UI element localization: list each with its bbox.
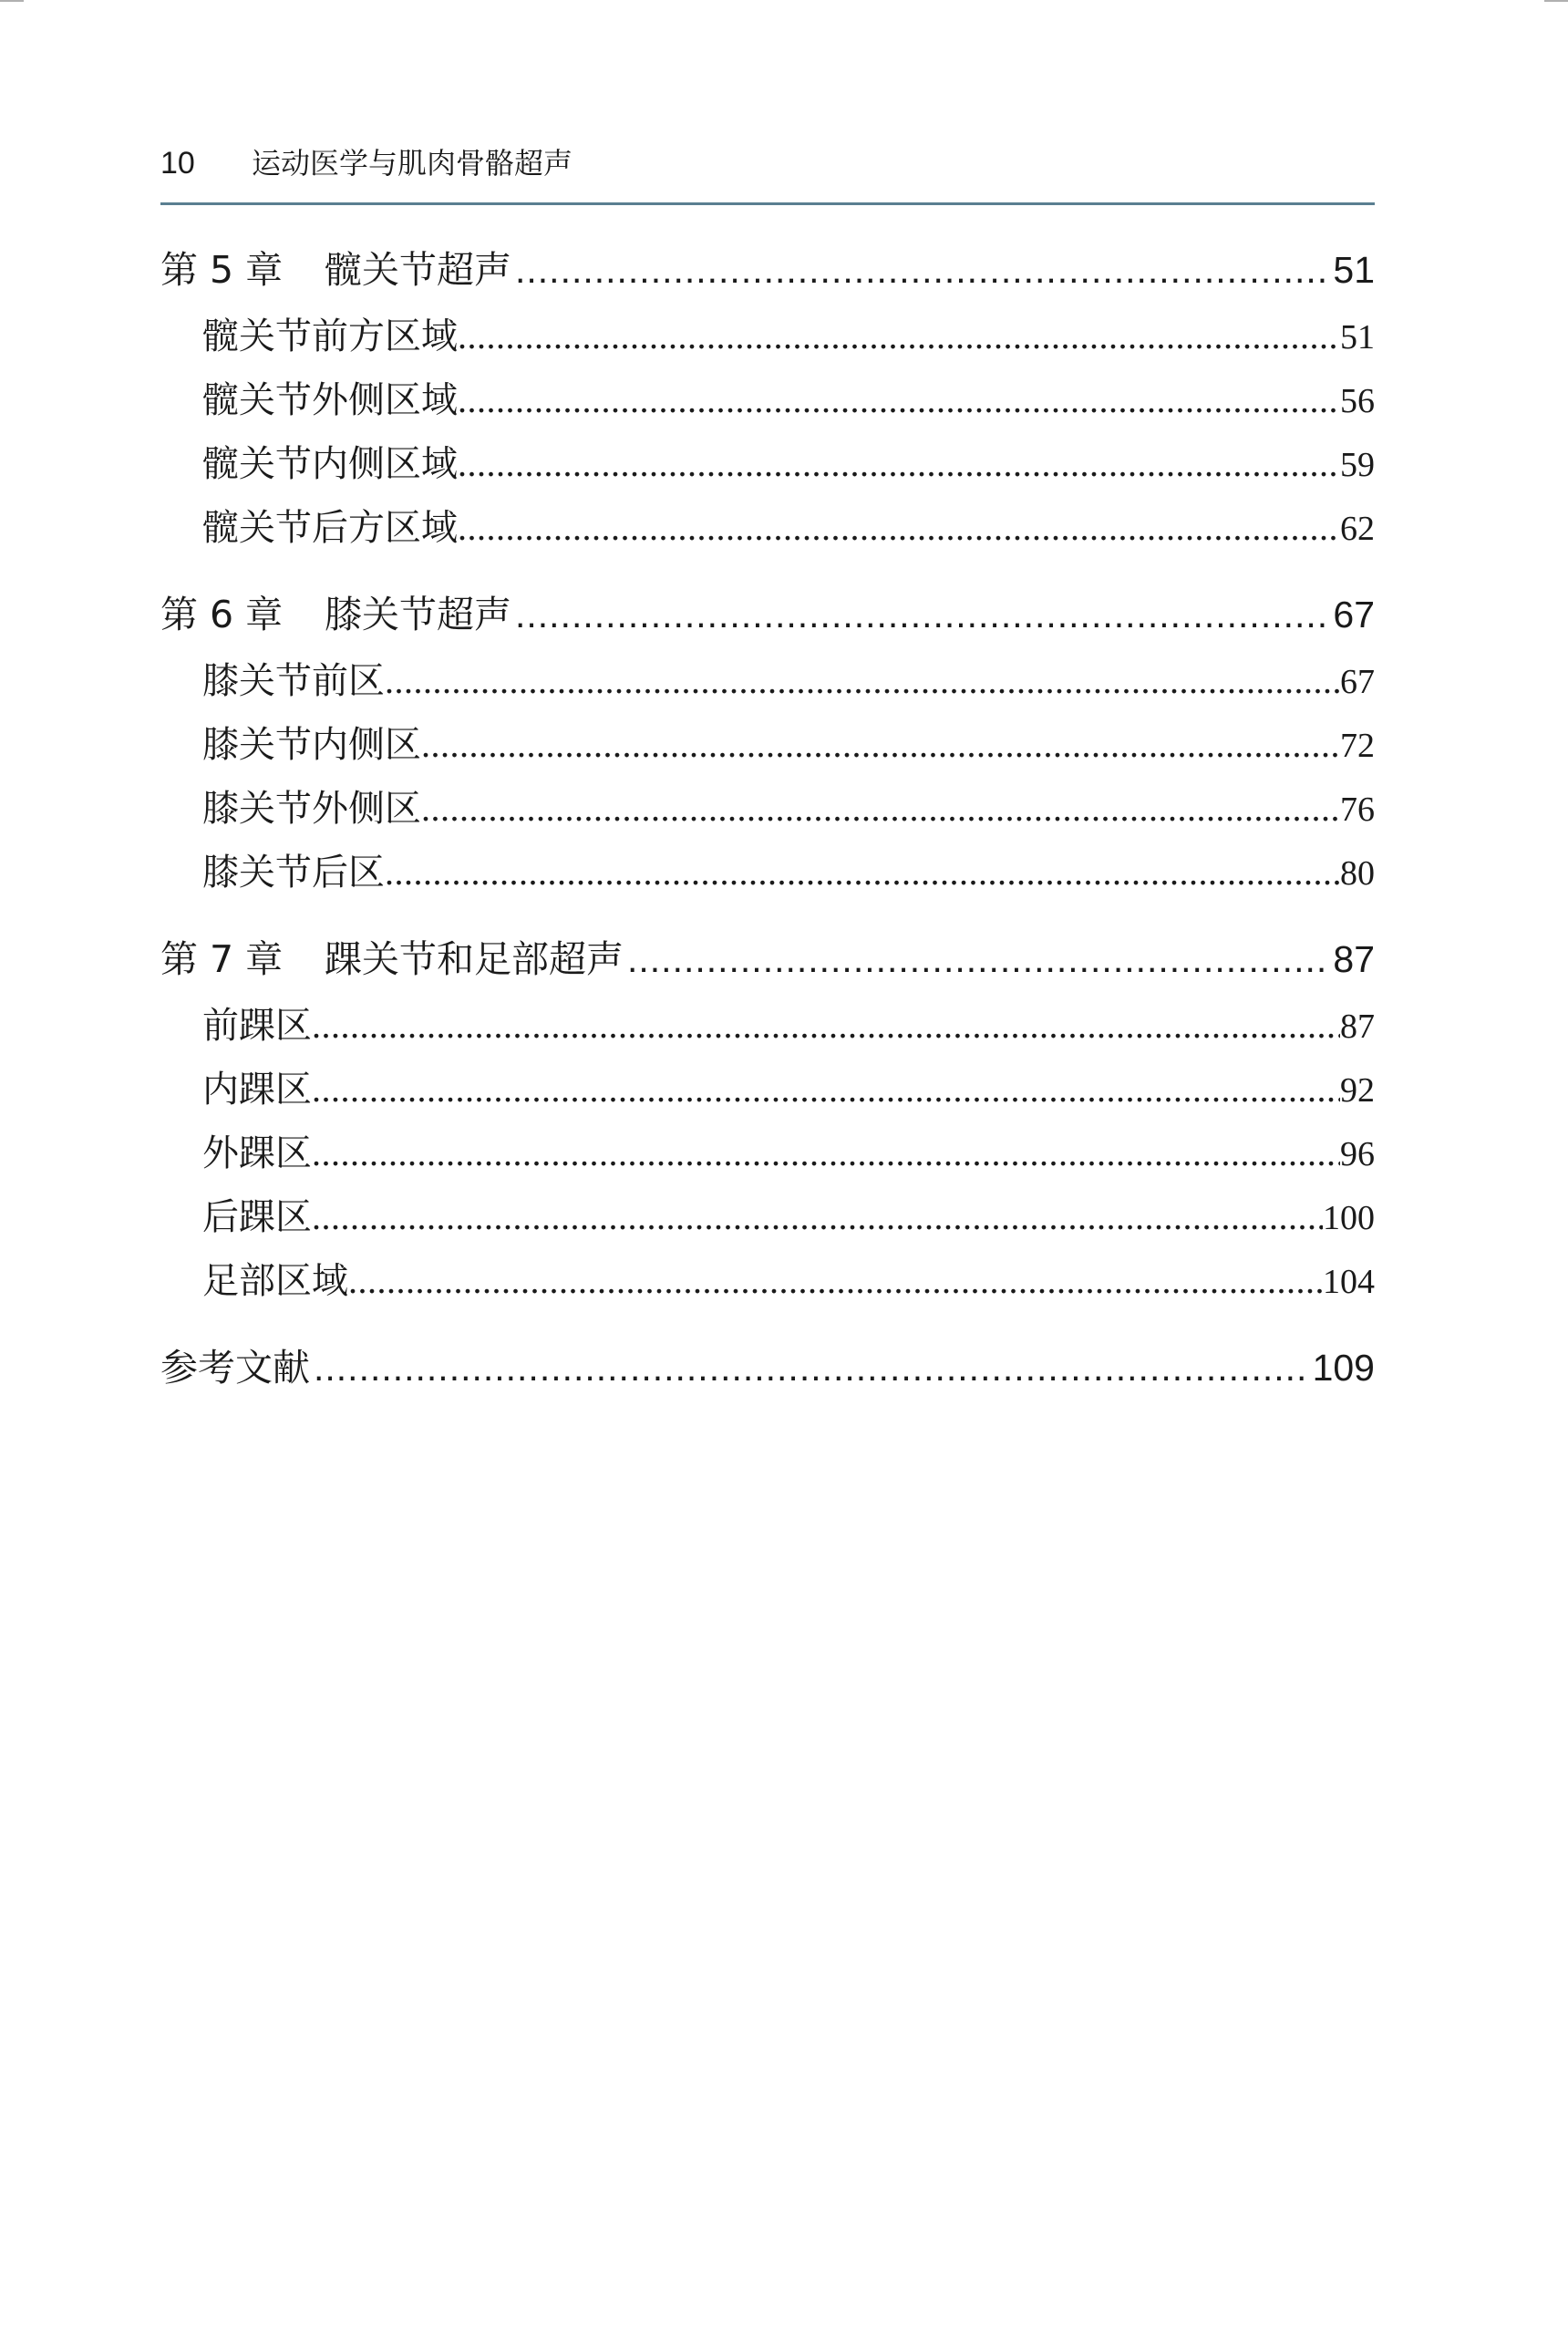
chapter-number: 第 7 章 — [160, 937, 284, 981]
section-title: 膝关节外侧区 — [202, 788, 421, 830]
crop-mark-top-left — [0, 0, 24, 2]
section-title: 膝关节前区 — [202, 660, 385, 702]
toc-section-entry[interactable] — [160, 841, 1375, 904]
running-title: 运动医学与肌肉骨骼超声 — [252, 146, 573, 181]
crop-mark-top-right — [1544, 0, 1568, 2]
toc-chapter-entry[interactable] — [160, 925, 1375, 994]
dot-leader — [348, 1249, 1323, 1313]
section-title: 膝关节后区 — [202, 852, 385, 894]
toc-chapter-5 — [160, 235, 1375, 560]
section-page: 67 — [1340, 663, 1375, 701]
section-page: 76 — [1340, 790, 1375, 829]
dot-leader — [314, 1333, 1309, 1402]
toc-section-entry[interactable] — [160, 994, 1375, 1058]
toc-section-entry[interactable] — [160, 1121, 1375, 1185]
dot-leader — [458, 305, 1340, 368]
dot-leader — [312, 1121, 1340, 1185]
dot-leader — [385, 649, 1340, 713]
section-title: 髋关节前方区域 — [202, 315, 458, 357]
section-page: 92 — [1340, 1071, 1375, 1110]
toc-section-entry[interactable] — [160, 1058, 1375, 1121]
dot-leader — [627, 925, 1329, 994]
section-page: 72 — [1340, 727, 1375, 765]
chapter-page: 67 — [1333, 594, 1375, 636]
chapter-page: 51 — [1333, 249, 1375, 291]
toc-section-entry[interactable] — [160, 305, 1375, 368]
section-title: 内踝区 — [202, 1069, 312, 1111]
toc-section-entry[interactable] — [160, 713, 1375, 777]
dot-leader — [385, 841, 1340, 904]
toc-section-entry[interactable] — [160, 777, 1375, 841]
section-title: 前踝区 — [202, 1005, 312, 1047]
section-title: 后踝区 — [202, 1196, 312, 1238]
section-page: 59 — [1340, 446, 1375, 484]
dot-leader — [458, 496, 1340, 560]
dot-leader — [458, 368, 1340, 432]
toc-section-entry[interactable] — [160, 496, 1375, 560]
section-page: 104 — [1323, 1263, 1375, 1301]
dot-leader — [421, 713, 1340, 777]
references-page: 109 — [1312, 1347, 1375, 1389]
toc-chapter-entry[interactable] — [160, 235, 1375, 305]
dot-leader — [458, 432, 1340, 496]
section-title: 足部区域 — [202, 1260, 348, 1302]
page-number: 10 — [160, 146, 195, 181]
toc-section-entry[interactable] — [160, 1249, 1375, 1313]
toc-section-entry[interactable] — [160, 649, 1375, 713]
chapter-number: 第 6 章 — [160, 593, 284, 636]
toc-references-entry[interactable] — [160, 1333, 1375, 1402]
section-title: 髋关节外侧区域 — [202, 379, 458, 421]
dot-leader — [515, 580, 1329, 649]
section-page: 96 — [1340, 1135, 1375, 1173]
toc-section-entry[interactable] — [160, 1185, 1375, 1249]
dot-leader — [312, 1185, 1323, 1249]
section-page: 100 — [1323, 1199, 1375, 1237]
section-page: 62 — [1340, 510, 1375, 548]
table-of-contents — [160, 235, 1375, 1402]
dot-leader — [312, 994, 1340, 1058]
references-title: 参考文献 — [160, 1346, 310, 1390]
dot-leader — [312, 1058, 1340, 1121]
running-header — [160, 141, 1375, 205]
dot-leader — [515, 235, 1329, 305]
toc-chapter-entry[interactable] — [160, 580, 1375, 649]
toc-chapter-6 — [160, 580, 1375, 904]
chapter-title: 髋关节超声 — [325, 248, 511, 292]
section-title: 膝关节内侧区 — [202, 724, 421, 766]
section-title: 髋关节后方区域 — [202, 507, 458, 549]
section-page: 87 — [1340, 1008, 1375, 1046]
dot-leader — [421, 777, 1340, 841]
toc-section-entry[interactable] — [160, 368, 1375, 432]
section-page: 51 — [1340, 318, 1375, 356]
toc-chapter-7 — [160, 925, 1375, 1313]
section-title: 髋关节内侧区域 — [202, 443, 458, 485]
toc-section-entry[interactable] — [160, 432, 1375, 496]
section-page: 56 — [1340, 382, 1375, 420]
chapter-number: 第 5 章 — [160, 248, 284, 292]
chapter-title: 踝关节和足部超声 — [325, 937, 624, 981]
section-page: 80 — [1340, 854, 1375, 893]
section-title: 外踝区 — [202, 1132, 312, 1174]
chapter-page: 87 — [1333, 938, 1375, 980]
chapter-title: 膝关节超声 — [325, 593, 511, 636]
